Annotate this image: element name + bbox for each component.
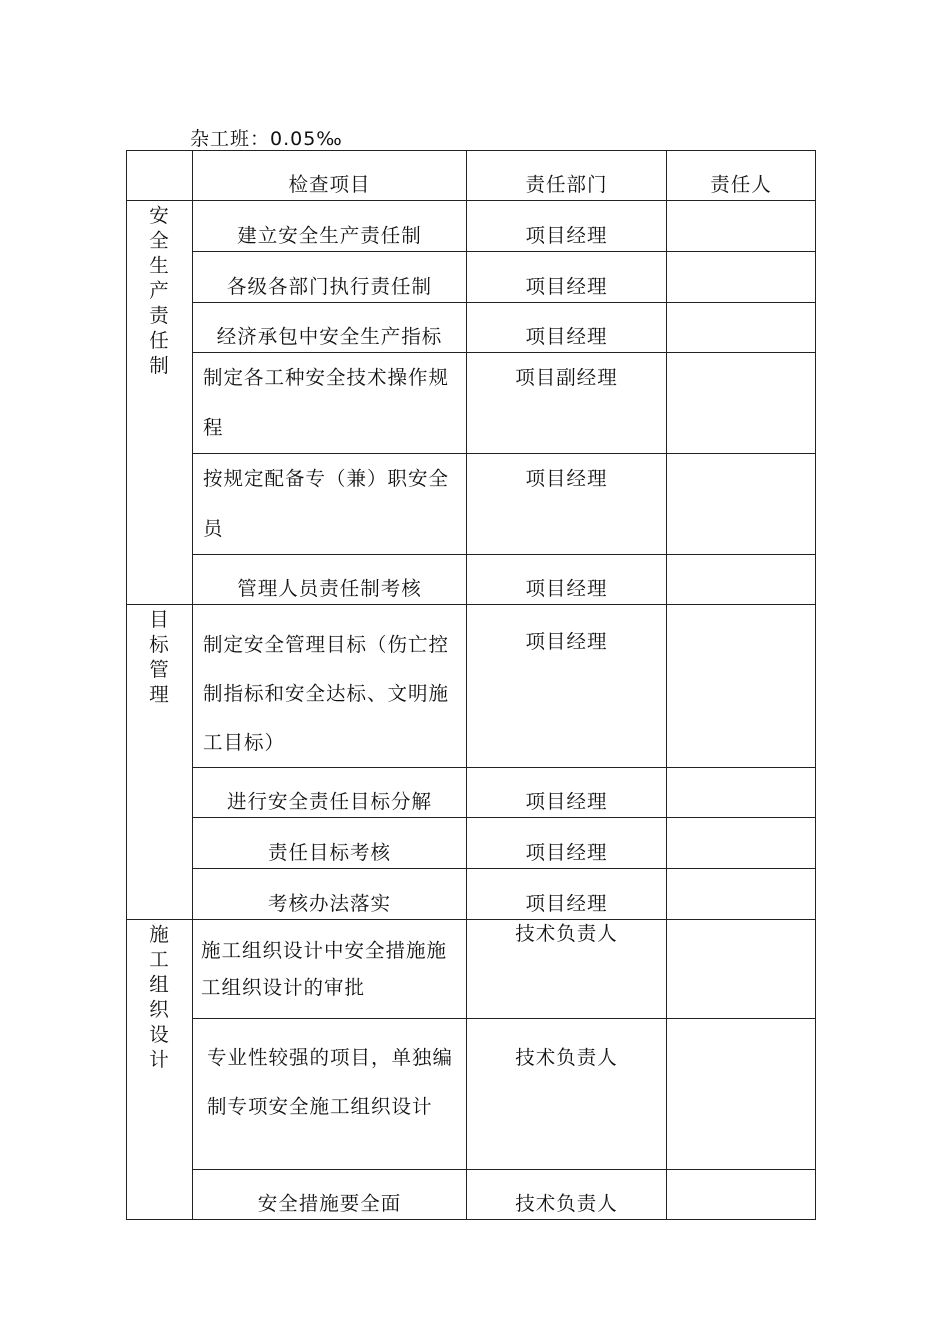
table-row: [127, 1170, 816, 1220]
dept-cell: 项目副经理: [467, 353, 667, 454]
item-cell: 制定安全管理目标（伤亡控制指标和安全达标、文明施工目标）: [193, 605, 467, 768]
item-cell: 安全措施要全面: [193, 1170, 467, 1220]
item-cell: 建立安全生产责任制: [193, 201, 467, 252]
person-cell: [667, 252, 816, 303]
table-row: [127, 920, 816, 1019]
person-cell: [667, 869, 816, 920]
category-cell: [127, 605, 193, 920]
header-category: [127, 151, 193, 201]
table-row: [127, 353, 816, 454]
category-label: 目标管理: [149, 608, 170, 706]
intro-line: 杂工班：0.05‰: [190, 128, 343, 150]
person-cell: [667, 768, 816, 818]
dept-cell: 项目经理: [467, 303, 667, 353]
category-label: 安全生产责任制: [149, 204, 170, 377]
table-row: [127, 555, 816, 605]
item-cell: 经济承包中安全生产指标: [193, 303, 467, 353]
dept-cell: 项目经理: [467, 869, 667, 920]
item-cell: 专业性较强的项目，单独编制专项安全施工组织设计: [193, 1019, 467, 1170]
category-cell: [127, 201, 193, 605]
table-row: [127, 869, 816, 920]
dept-cell: 技术负责人: [467, 1170, 667, 1220]
item-cell: 制定各工种安全技术操作规程: [193, 353, 467, 454]
category-cell: [127, 920, 193, 1220]
item-cell: 管理人员责任制考核: [193, 555, 467, 605]
person-cell: [667, 303, 816, 353]
category-label: 施工组织设计: [149, 923, 170, 1071]
table-row: [127, 252, 816, 303]
header-person: 责任人: [667, 151, 816, 201]
table-row: [127, 768, 816, 818]
dept-cell: 项目经理: [467, 454, 667, 555]
dept-cell: 项目经理: [467, 818, 667, 869]
table-row: [127, 605, 816, 768]
person-cell: [667, 818, 816, 869]
person-cell: [667, 1170, 816, 1220]
dept-cell: 项目经理: [467, 252, 667, 303]
header-item: 检查项目: [193, 151, 467, 201]
person-cell: [667, 201, 816, 252]
person-cell: [667, 920, 816, 1019]
table-row: [127, 201, 816, 252]
person-cell: [667, 1019, 816, 1170]
person-cell: [667, 454, 816, 555]
dept-cell: 技术负责人: [467, 920, 667, 1019]
item-cell: 责任目标考核: [193, 818, 467, 869]
inspection-table: [126, 150, 816, 1220]
item-cell: 进行安全责任目标分解: [193, 768, 467, 818]
dept-cell: 项目经理: [467, 201, 667, 252]
table-row: [127, 454, 816, 555]
dept-cell: 项目经理: [467, 555, 667, 605]
person-cell: [667, 605, 816, 768]
item-cell: 按规定配备专（兼）职安全员: [193, 454, 467, 555]
dept-cell: 项目经理: [467, 605, 667, 768]
person-cell: [667, 353, 816, 454]
header-dept: 责任部门: [467, 151, 667, 201]
table-row: [127, 818, 816, 869]
dept-cell: 技术负责人: [467, 1019, 667, 1170]
dept-cell: 项目经理: [467, 768, 667, 818]
header-row: [127, 151, 816, 201]
item-cell: 各级各部门执行责任制: [193, 252, 467, 303]
item-cell: 施工组织设计中安全措施施工组织设计的审批: [193, 920, 467, 1019]
table-row: [127, 1019, 816, 1170]
person-cell: [667, 555, 816, 605]
table-row: [127, 303, 816, 353]
item-cell: 考核办法落实: [193, 869, 467, 920]
